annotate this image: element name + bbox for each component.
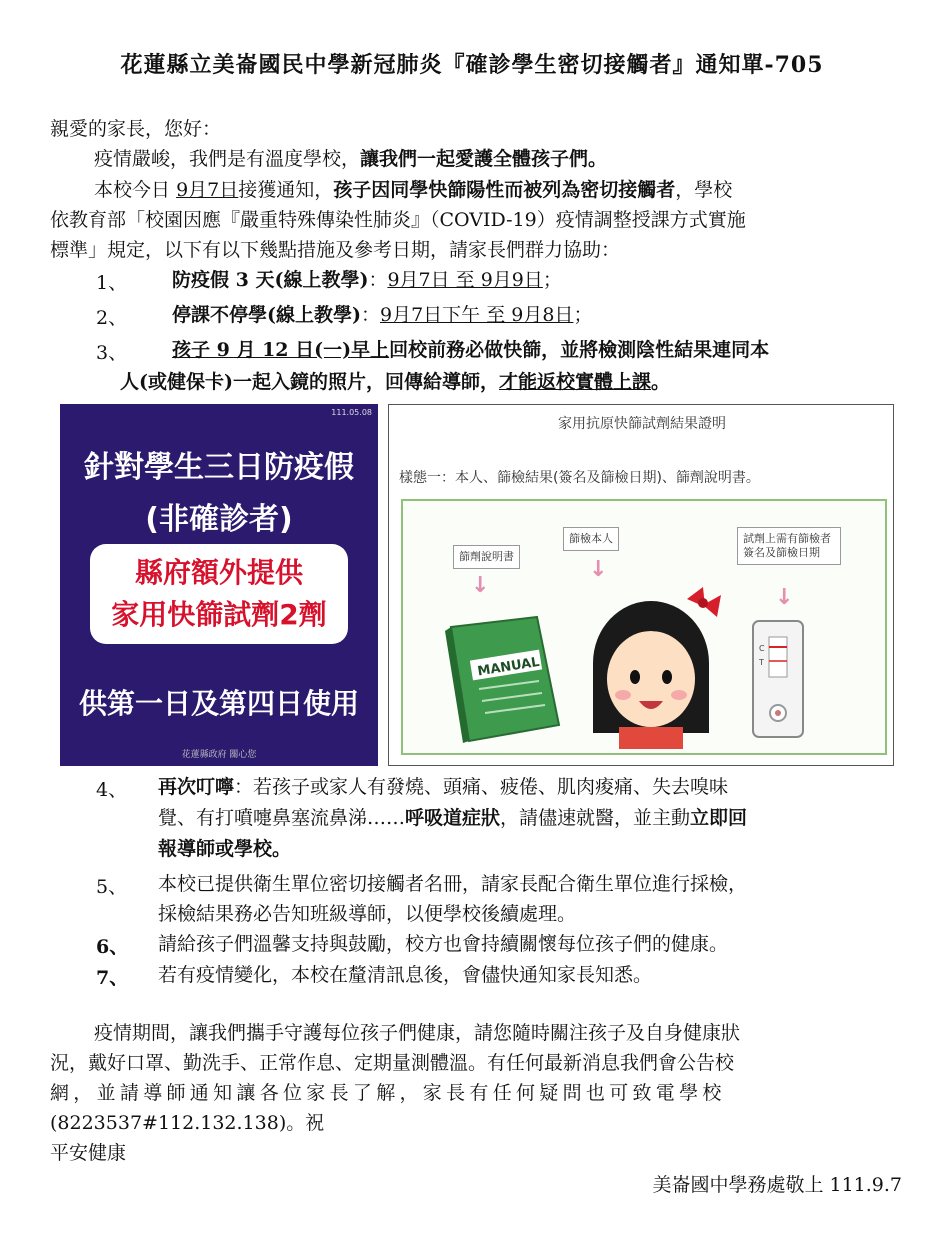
item-2-period: 9月7日下午 至 9月8日: [380, 304, 574, 326]
item-4-bold: 再次叮嚀: [158, 776, 235, 798]
item-3-line2: [120, 367, 670, 397]
item-4-t3: ，請儘速就醫，並主動: [500, 807, 691, 829]
item-4-number: 4、: [96, 779, 128, 801]
test-kit-icon: [749, 617, 809, 741]
manual-book-icon: [439, 613, 569, 745]
kit-c-label: C: [759, 644, 765, 653]
item-4-line2: [158, 803, 747, 833]
paragraph-1: [94, 144, 607, 174]
item-1: [172, 265, 562, 295]
poster-box2: 家用快篩試劑2劑: [111, 598, 327, 631]
para1-bold: 讓我們一起愛護全體孩子們。: [360, 148, 608, 170]
figure-subtitle: 樣態一：本人、篩檢結果(簽名及篩檢日期)、篩劑說明書。: [399, 470, 760, 486]
item-3-e: 。: [651, 371, 671, 393]
paragraph-2-line1: [94, 175, 732, 205]
item-1-number: 1、: [96, 272, 128, 294]
greeting: 親愛的家長，您好：: [50, 118, 222, 140]
item-2-bold: 停課不停學(線上教學): [172, 304, 361, 326]
item-4-bold3: 立即回: [690, 807, 748, 829]
poster-box: [90, 544, 348, 644]
item-3-date: 孩子 9 月 12 日(一)早上: [172, 339, 390, 361]
item-5-line2: 採檢結果務必告知班級導師，以便學校後續處理。: [158, 903, 577, 925]
item-2: [172, 300, 592, 330]
item-3-line1: [172, 335, 769, 365]
label-manual: 篩劑說明書: [453, 545, 520, 569]
item-5-number: 5、: [96, 876, 128, 898]
item-4-t2: 覺、有打噴嚏鼻塞流鼻涕……: [158, 807, 406, 829]
poster-image: [60, 404, 378, 766]
closing-line1: 疫情期間，讓我們攜手守護每位孩子們健康，請您隨時關注孩子及自身健康狀: [94, 1022, 741, 1044]
label-self: 篩檢本人: [563, 527, 619, 551]
poster-box1: 縣府額外提供: [134, 556, 303, 589]
para2-p3: ，學校: [675, 179, 733, 201]
closing-line2: 況，戴好口罩、勤洗手、正常作息、定期量測體溫。有任何最新消息我們會公告校: [50, 1052, 735, 1074]
test-result-figure: [388, 404, 894, 766]
item-6-number: 6、: [96, 936, 129, 958]
item-6: 請給孩子們溫馨支持與鼓勵，校方也會持續關懷每位孩子們的健康。: [158, 933, 729, 955]
kit-t-label: T: [759, 658, 764, 667]
signature: 美崙國中學務處敬上 111.9.7: [652, 1174, 902, 1196]
paragraph-2-line2: 依教育部「校園因應『嚴重特殊傳染性肺炎』（COVID-19）疫情調整授課方式實施: [50, 209, 746, 231]
poster-line1: 針對學生三日防疫假: [84, 450, 354, 485]
para2-p1: 本校今日: [94, 179, 171, 201]
closing-line5: 平安健康: [50, 1142, 127, 1164]
item-2-end: ；: [573, 304, 593, 326]
item-2-number: 2、: [96, 307, 128, 329]
arrow-down-icon: ↓: [775, 585, 794, 610]
poster-date: 111.05.08: [331, 408, 372, 417]
item-3-number: 3、: [96, 342, 128, 364]
para2-bold: 孩子因同學快篩陽性而被列為密切接觸者: [333, 179, 676, 201]
poster-line3: 供第一日及第四日使用: [78, 687, 359, 720]
item-7-number: 7、: [96, 967, 129, 989]
item-3-b: 回校前務必做快篩，並將檢測陰性結果連同本: [389, 339, 770, 361]
para2-p2: 接獲通知，: [238, 179, 334, 201]
poster-line2: (非確診者): [145, 502, 293, 537]
item-1-bold: 防疫假 3 天(線上教學): [172, 269, 369, 291]
item-1-period: 9月7日 至 9月9日: [387, 269, 543, 291]
girl-illustration: [579, 585, 727, 749]
para1-text: 疫情嚴峻，我們是有溫度學校，: [94, 148, 361, 170]
item-3-d: 才能返校實體上課: [498, 371, 651, 393]
poster-footer: 花蓮縣政府 關心您: [181, 750, 257, 760]
item-4-bold2: 呼吸道症狀: [405, 807, 501, 829]
page-title: 花蓮縣立美崙國民中學新冠肺炎『確診學生密切接觸者』通知單-705: [120, 52, 824, 78]
arrow-down-icon: ↓: [589, 557, 608, 582]
label-test: 試劑上需有篩檢者簽名及篩檢日期: [737, 527, 841, 565]
figure-frame: [401, 499, 887, 755]
item-3-c: 人(或健保卡)一起入鏡的照片，回傳給導師，: [120, 371, 499, 393]
item-1-sep: ：: [368, 269, 388, 291]
closing-line4: (8223537#112.132.138)。祝: [50, 1112, 325, 1134]
closing-line3: 網，並請導師通知讓各位家長了解，家長有任何疑問也可致電學校: [50, 1082, 726, 1104]
notice-date: 9月7日: [176, 179, 239, 201]
figure-title: 家用抗原快篩試劑結果證明: [558, 416, 726, 432]
item-2-sep: ：: [360, 304, 380, 326]
arrow-down-icon: ↓: [471, 573, 490, 598]
item-4-line3: 報導師或學校。: [158, 838, 292, 860]
item-1-end: ；: [542, 269, 562, 291]
manual-text: MANUAL: [476, 654, 541, 680]
item-7: 若有疫情變化，本校在釐清訊息後，會儘快通知家長知悉。: [158, 964, 653, 986]
paragraph-2-line3: 標準」規定，以下有以下幾點措施及參考日期，請家長們群力協助：: [50, 239, 621, 261]
item-4-line1: [158, 772, 728, 802]
item-4-t1: ：若孩子或家人有發燒、頭痛、疲倦、肌肉痠痛、失去嗅味: [234, 776, 729, 798]
item-5-line1: 本校已提供衛生單位密切接觸者名冊，請家長配合衛生單位進行採檢，: [158, 873, 748, 895]
